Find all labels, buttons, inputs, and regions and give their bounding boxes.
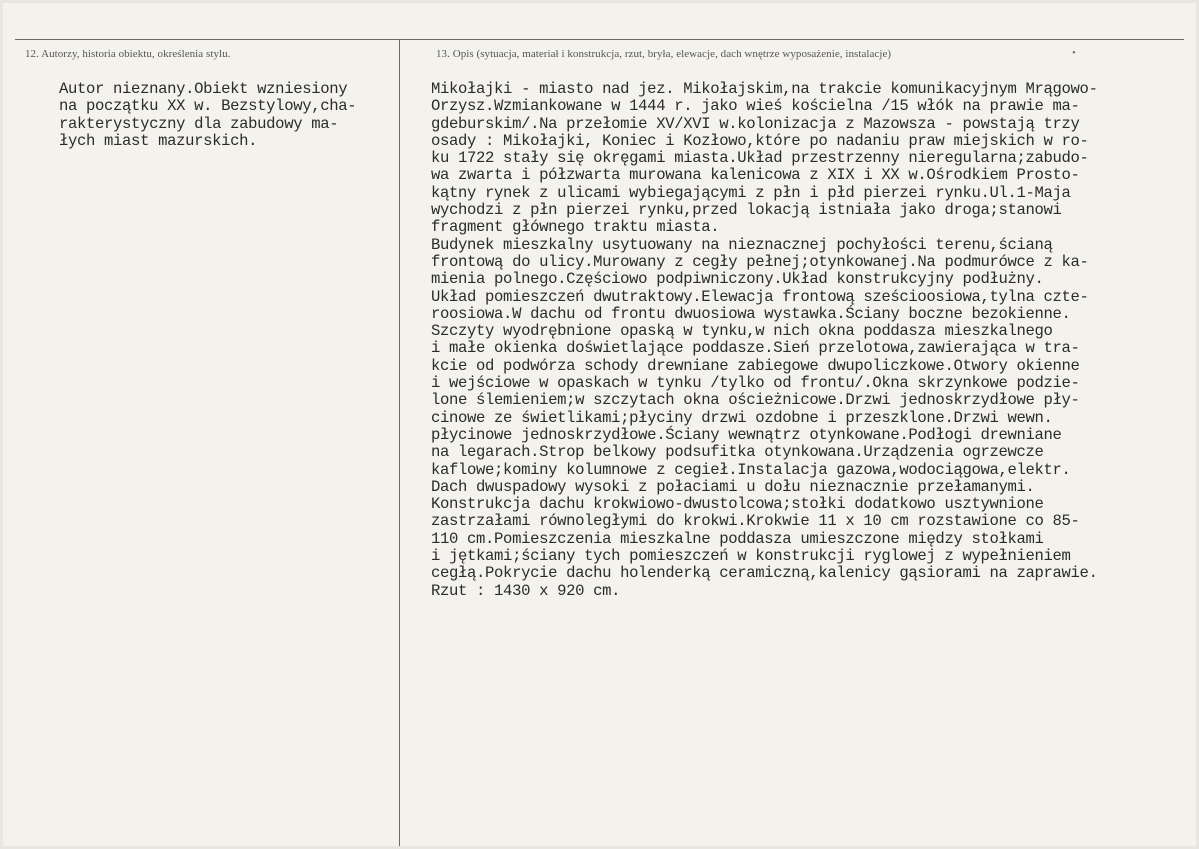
divider-tick bbox=[399, 47, 400, 55]
description-field-label: 13. Opis (sytuacja, materiał i konstrukcja, rzut, bryła, elewacje, dach wnętrze wyposażenie, instalacje) bbox=[436, 48, 892, 60]
corner-mark: • bbox=[1072, 47, 1076, 59]
description-text: Mikołajki - miasto nad jez. Mikołajskim,na trakcie komunikacyjnym Mrągowo- Orzysz.Wzmiankowane w 1444 r. jako wieś kościelna /15 włók na prawie ma- gdeburskim/.Na przełomie XV/XVI w.kolonizacja z Mazowsza - powstają trzy osady : Mikołajki, Koniec i Kozłowo,które po nadaniu praw miejskich w ro- ku 1722 stały się okręgami miasta.Układ przestrzenny nieregularna;zabudo- wa zwarta i półzwarta murowana kalenicowa z XIX i XX w.Ośrodkiem Prosto- kątny rynek z ulicami wybiegającymi z płn i płd pierzei rynku.Ul.1-Maja wychodzi z płn pierzei rynku,przed lokacją istniała jako droga;stanowi fragment głównego traktu miasta. Budynek mieszkalny usytuowany na nieznacznej pochyłości terenu,ścianą frontową do ulicy.Murowany z cegły pełnej;otynkowanej.Na podmurówce z ka- mienia polnego.Częściowo podpiwniczony.Układ konstrukcyjny podłużny. Układ pomieszczeń dwutraktowy.Elewacja frontową sześcioosiowa,tylna czte- roosiowa.W dachu od frontu dwuosiowa wystawka.Ściany boczne bezokienne. Szczyty wyodrębnione opaską w tynku,w nich okna poddasza mieszkalnego i małe okienka doświetlające poddasze.Sień przelotowa,zawierająca w tra- kcie od podwórza schody drewniane zabiegowe dwupoliczkowe.Otwory okienne i wejściowe w opaskach w tynku /tylko od frontu/.Okna skrzynkowe podzie- lone ślemieniem;w szczytach okna ościeżnicowe.Drzwi jednoskrzydłowe pły- cinowe ze świetlikami;płyciny drzwi ozdobne i przeszklone.Drzwi wewn. płycinowe jednoskrzydłowe.Ściany wewnątrz otynkowane.Podłogi drewniane na legarach.Strop belkowy podsufitka otynkowana.Urządzenia ogrzewcze kaflowe;kominy kolumnowe z cegieł.Instalacja gazowa,wodociągowa,elektr. Dach dwuspadowy wysoki z połaciami u dołu nieznacznie przełamanymi. Konstrukcja dachu krokwiowo-dwustolcowa;stołki dodatkowo usztywnione zastrzałami równoległymi do krokwi.Krokwie 11 x 10 cm rozstawione co 85- 110 cm.Pomieszczenia mieszkalne poddasza umieszczone między stołkami i jętkami;ściany tych pomieszczeń w konstrukcji ryglowej z wypełnieniem cegłą.Pokrycie dachu holenderką ceramiczną,kalenicy gąsiorami na zaprawie. Rzut : 1430 x 920 cm. bbox=[431, 80, 1098, 600]
top-divider bbox=[15, 39, 1184, 40]
record-card bbox=[3, 3, 1196, 846]
authors-text: Autor nieznany.Obiekt wzniesiony na początku XX w. Bezstylowy,cha- rakterystyczny dla zabudowy ma- łych miast mazurskich. bbox=[59, 80, 357, 150]
authors-field-label: 12. Autorzy, historia obiektu, określenia stylu. bbox=[25, 48, 231, 60]
column-divider bbox=[399, 39, 400, 846]
